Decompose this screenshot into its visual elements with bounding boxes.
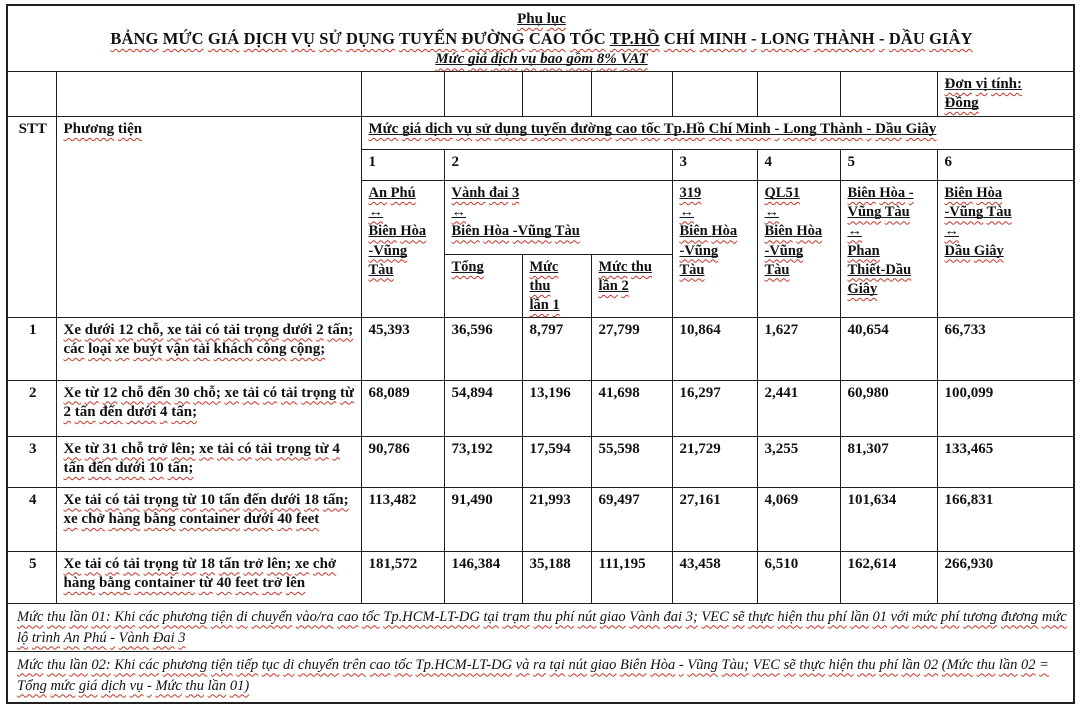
empty-cell [444, 72, 522, 117]
price-cell: 45,393 [361, 317, 444, 380]
column-number-5: 5 [840, 150, 937, 181]
row-vehicle: Xe tải có tải trọng từ 10 tấn đến dưới 18 tấn; xe chở hàng bằng container dưới 40 feet [56, 487, 361, 551]
column-number-6: 6 [937, 150, 1074, 181]
subheader-tong: Tổng [444, 255, 522, 318]
price-cell: 3,255 [757, 436, 840, 487]
table-row [7, 551, 1074, 603]
price-cell: 69,497 [591, 487, 672, 551]
price-cell: 13,196 [522, 380, 591, 436]
price-cell: 1,627 [757, 317, 840, 380]
price-cell: 21,729 [672, 436, 757, 487]
price-cell: 90,786 [361, 436, 444, 487]
price-cell: 162,614 [840, 551, 937, 603]
toll-price-table [6, 4, 1075, 704]
price-cell: 27,161 [672, 487, 757, 551]
price-cell: 73,192 [444, 436, 522, 487]
price-cell: 43,458 [672, 551, 757, 603]
price-cell: 55,598 [591, 436, 672, 487]
row-stt: 3 [7, 436, 56, 487]
table-row [7, 487, 1074, 551]
row-stt: 2 [7, 380, 56, 436]
footnote-2: Mức thu lần 02: Khi các phương tiện tiếp tục di chuyển trên cao tốc Tp.HCM-LT-DG và ra tại nút giao Biên Hòa - Vũng Tàu; VEC sẽ thực hiện thu phí lần 02 (Mức thu lần 02 = Tổng mức giá dịch vụ - Mức thu lần 01) [7, 651, 1074, 703]
price-cell: 111,195 [591, 551, 672, 603]
footnote-row-1 [7, 603, 1074, 651]
route-header-anphu-bienhoa: An Phú ↔ Biên Hòa -Vũng Tàu [361, 181, 444, 318]
title-row [7, 5, 1074, 72]
route-header-vanhdai3-bienhoa: Vành đai 3 ↔ Biên Hòa -Vũng Tàu [444, 181, 672, 255]
empty-cell [361, 72, 444, 117]
price-cell: 21,993 [522, 487, 591, 551]
row-stt: 1 [7, 317, 56, 380]
row-stt: 5 [7, 551, 56, 603]
price-cell: 68,089 [361, 380, 444, 436]
route-header-ql51-bienhoa: QL51 ↔ Biên Hòa -Vũng Tàu [757, 181, 840, 318]
column-number-1: 1 [361, 150, 444, 181]
row-vehicle: Xe từ 12 chỗ đến 30 chỗ; xe tải có tải trọng từ 2 tấn đến dưới 4 tấn; [56, 380, 361, 436]
column-number-2: 2 [444, 150, 672, 181]
row-vehicle: Xe từ 31 chỗ trở lên; xe tải có tải trọng từ 4 tấn đến dưới 10 tấn; [56, 436, 361, 487]
table-row [7, 436, 1074, 487]
header-row [7, 117, 1074, 150]
unit-row [7, 72, 1074, 117]
empty-cell [522, 72, 591, 117]
price-cell: 8,797 [522, 317, 591, 380]
vehicle-header-cell: Phương tiện [56, 117, 361, 318]
price-cell: 60,980 [840, 380, 937, 436]
subheader-muc-thu-lan-2: Mức thu lần 2 [591, 255, 672, 318]
route-header-319-bienhoa: 319 ↔ Biên Hòa -Vũng Tàu [672, 181, 757, 318]
subheader-muc-thu-lan-1: Mức thu lần 1 [522, 255, 591, 318]
price-cell: 36,596 [444, 317, 522, 380]
empty-cell [7, 72, 56, 117]
route-header-bienhoa-daugiay: Biên Hòa -Vũng Tàu ↔ Dầu Giây [937, 181, 1074, 318]
price-cell: 66,733 [937, 317, 1074, 380]
price-cell: 6,510 [757, 551, 840, 603]
price-cell: 91,490 [444, 487, 522, 551]
price-cell: 10,864 [672, 317, 757, 380]
table-row [7, 380, 1074, 436]
price-cell: 146,384 [444, 551, 522, 603]
vat-note: Mức giá dịch vụ bao gồm 8% VAT [435, 51, 648, 68]
price-cell: 266,930 [937, 551, 1074, 603]
footnote-row-2 [7, 651, 1074, 703]
column-number-3: 3 [672, 150, 757, 181]
empty-cell [757, 72, 840, 117]
table-row [7, 317, 1074, 380]
price-cell: 4,069 [757, 487, 840, 551]
appendix-label: Phụ lục [517, 11, 566, 27]
price-cell: 81,307 [840, 436, 937, 487]
price-cell: 27,799 [591, 317, 672, 380]
price-cell: 16,297 [672, 380, 757, 436]
price-cell: 2,441 [757, 380, 840, 436]
price-cell: 113,482 [361, 487, 444, 551]
price-cell: 41,698 [591, 380, 672, 436]
price-cell: 40,654 [840, 317, 937, 380]
footnote-1: Mức thu lần 01: Khi các phương tiện di chuyển vào/ra cao tốc Tp.HCM-LT-DG tại trạm thu phí nút giao Vành đai 3; VEC sẽ thực hiện thu phí lần 01 với mức phí tương đương mức lộ trình An Phú - Vành Đai 3 [7, 603, 1074, 651]
price-cell: 181,572 [361, 551, 444, 603]
title-cell [7, 5, 1074, 72]
stt-header-cell: STT [7, 117, 56, 318]
price-cell: 54,894 [444, 380, 522, 436]
price-cell: 100,099 [937, 380, 1074, 436]
price-group-header-cell: Mức giá dịch vụ sử dụng tuyến đường cao tốc Tp.Hồ Chí Minh - Long Thành - Dầu Giây [361, 117, 1074, 150]
route-header-bienhoa-phanthiet: Biên Hòa - Vũng Tàu ↔ Phan Thiết-Dầu Giây [840, 181, 937, 318]
price-cell: 17,594 [522, 436, 591, 487]
unit-label-cell: Đơn vị tính: Đồng [937, 72, 1074, 117]
price-cell: 133,465 [937, 436, 1074, 487]
page-title: BẢNG MỨC GIÁ DỊCH VỤ SỬ DỤNG TUYẾN ĐƯỜNG CAO TỐC TP.HỒ CHÍ MINH - LONG THÀNH - DẦU GIÂY [110, 28, 973, 48]
empty-cell [591, 72, 672, 117]
row-vehicle: Xe dưới 12 chỗ, xe tải có tải trọng dưới 2 tấn; các loại xe buýt vận tải khách công cộng; [56, 317, 361, 380]
price-cell: 101,634 [840, 487, 937, 551]
empty-cell [672, 72, 757, 117]
price-cell: 166,831 [937, 487, 1074, 551]
empty-cell [840, 72, 937, 117]
empty-cell [56, 72, 361, 117]
price-cell: 35,188 [522, 551, 591, 603]
row-vehicle: Xe tải có tải trọng từ 18 tấn trở lên; xe chở hàng bằng container từ 40 feet trở lên [56, 551, 361, 603]
column-number-4: 4 [757, 150, 840, 181]
row-stt: 4 [7, 487, 56, 551]
